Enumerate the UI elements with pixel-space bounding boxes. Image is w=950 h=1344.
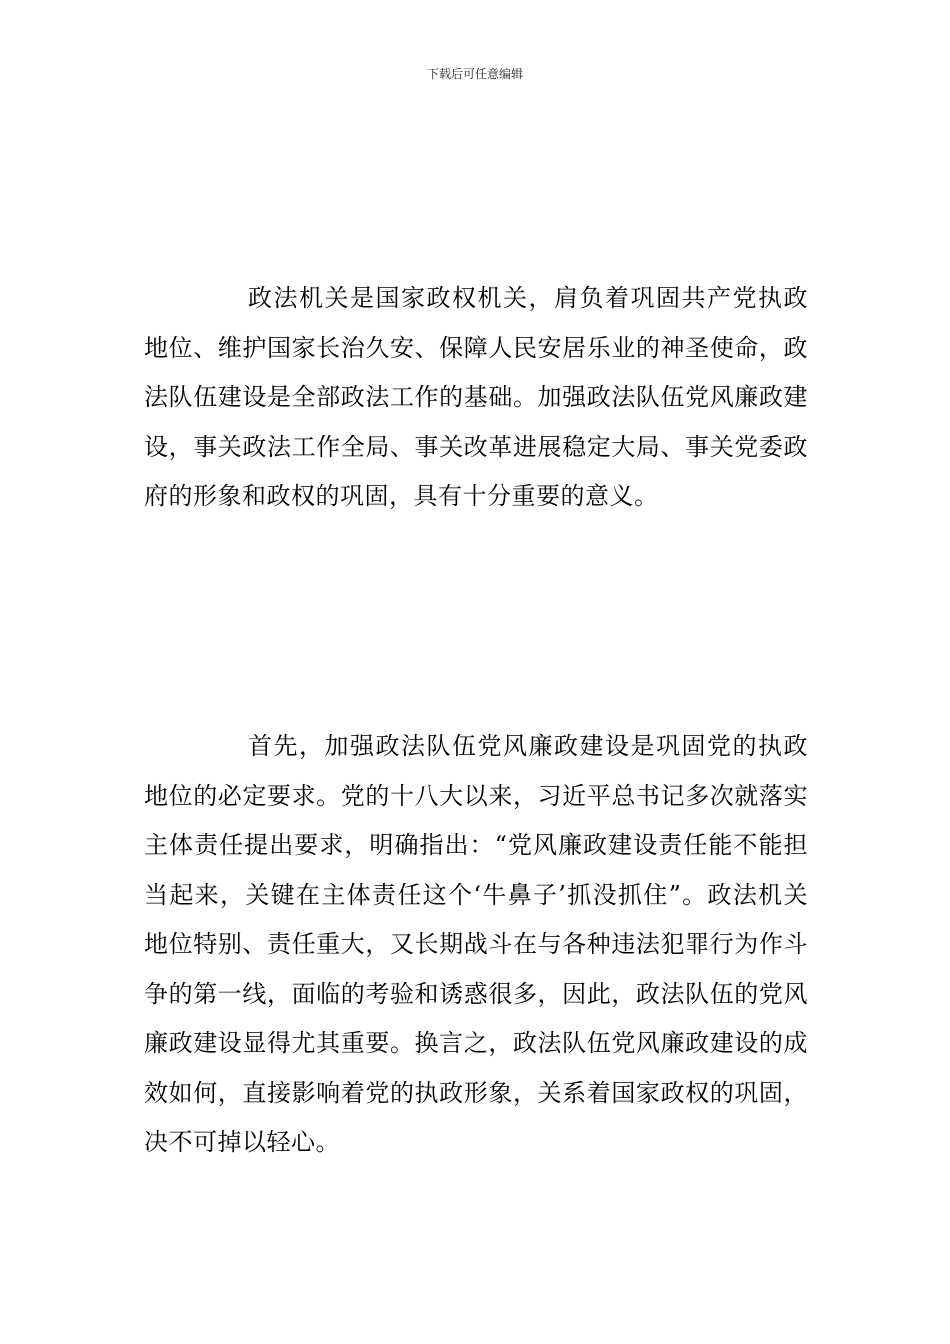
paragraph-2: 首先，加强政法队伍党风廉政建设是巩固党的执政地位的必定要求。党的十八大以来，习近平总书记多次就落实主体责任提出要求，明确指出：“党风廉政建设责任能不能担当起来，关键在主体责任这个‘牛鼻子’抓没抓住”。政法机关地位特别、责任重大，又长期战斗在与各种违法犯罪行为作斗争的第一线，面临的考验和诱惑很多，因此，政法队伍的党风廉政建设显得尤其重要。换言之，政法队伍党风廉政建设的成效如何，直接影响着党的执政形象，关系着国家政权的巩固，决不可掉以轻心。 [144, 732, 808, 1156]
header-note: 下载后可任意编辑 [426, 67, 523, 81]
paragraph-1: 政法机关是国家政权机关，肩负着巩固共产党执政地位、维护国家长治久安、保障人民安居乐业的神圣使命，政法队伍建设是全部政法工作的基础。加强政法队伍党风廉政建设，事关政法工作全局、事关改革进展稳定大局、事关党委政府的形象和政权的巩固，具有十分重要的意义。 [144, 284, 808, 510]
